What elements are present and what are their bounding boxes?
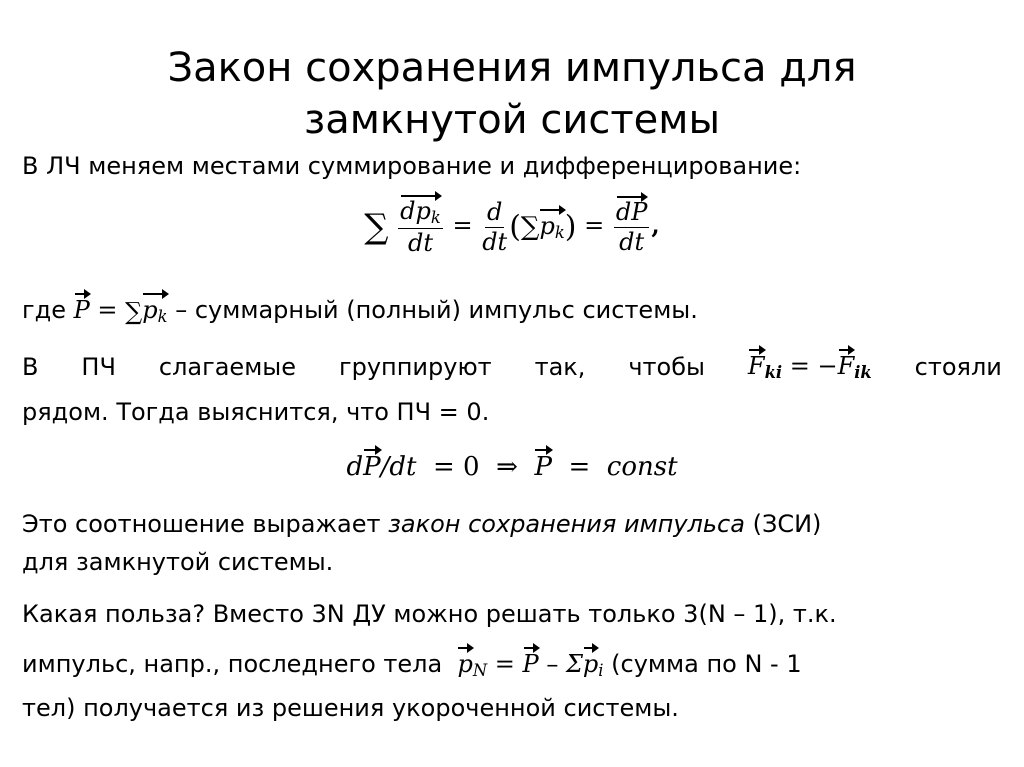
law-name: закон сохранения импульса	[388, 510, 745, 538]
title-line-1: Закон сохранения импульса для	[167, 45, 857, 91]
title-line-2: замкнутой системы	[303, 97, 721, 143]
text-line-9: Какая польза? Вместо 3N ДУ можно решать только 3(N – 1), т.к.	[22, 600, 837, 628]
text-line-8: для замкнутой системы.	[22, 548, 334, 576]
text-line-7: Это соотношение выражает закон сохранения импульса (ЗСИ)	[22, 510, 822, 538]
slide-title	[0, 42, 1024, 146]
formula-sum-derivative: ∑ $\frac{dp_k}{dt}$ = $\frac{d}{dt}$ $(\sum p_k)$ = $\frac{dP}{dt}$ ,	[364, 197, 660, 258]
total-momentum-definition: $P = \sum p_k$	[73, 296, 168, 327]
vector-pk: $p_k$	[539, 211, 565, 242]
text-line-4: В ПЧ слагаемые группируют так, чтобы $F_{ki} = -F_{ik}$ стояли	[22, 352, 1002, 383]
last-body-momentum-formula: $p_N = P - \Sigma p_i$	[457, 650, 604, 681]
text-line-5: рядом. Тогда выяснится, что ПЧ = 0.	[22, 398, 490, 426]
fraction-d-dt: $\frac{d}{dt}$	[482, 198, 508, 256]
text-line-3: где $P = \sum p_k$ – суммарный (полный) импульс системы.	[22, 296, 698, 327]
text-line-1: В ЛЧ меняем местами суммирование и дифференцирование:	[22, 152, 802, 180]
formula-conservation: dP/dt = 0 ⇒ P = const	[346, 452, 678, 482]
text-line-11: тел) получается из решения укороченной системы.	[22, 694, 679, 722]
fraction-dP-dt: $\frac{dP}{dt}$	[615, 198, 648, 256]
sum-symbol: ∑	[364, 207, 389, 248]
force-antisymmetry-formula: $F_{ki} = -F_{ik}$	[747, 352, 872, 383]
text-line-10: импульс, напр., последнего тела $p_N = P - \Sigma p_i$ (сумма по N - 1	[22, 650, 802, 681]
fraction-dpk-dt: $\frac{dp_k}{dt}$	[400, 197, 441, 258]
